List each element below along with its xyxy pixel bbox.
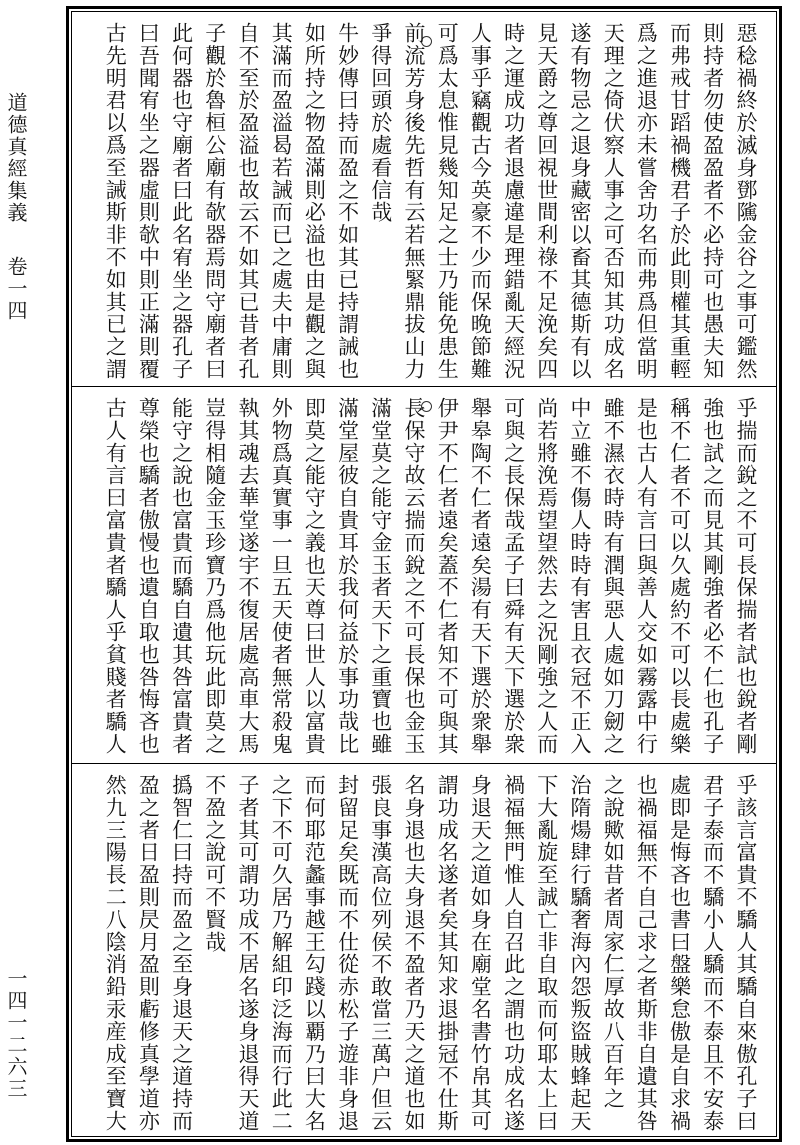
- text-column: 然九三陽長二八陰消鉛汞産成至寶大: [103, 774, 128, 1133]
- text-column: 而弗戒甘蹈禍機君子於此則權其重輕: [667, 22, 692, 381]
- text-column: 而何耶范蠡事越王勾踐以覇乃曰大名: [302, 774, 327, 1133]
- text-column: 身退天之道如身在廟堂名書竹帛其可: [468, 774, 493, 1133]
- text-column: 子觀於魯桓公廟有欹器焉問守廟者曰: [202, 22, 227, 381]
- text-column: 也禍福無不自己求之者斯非自遺其咎: [634, 774, 659, 1133]
- text-column: 爲之進退亦未嘗舍功名而弗爲但當明: [634, 22, 659, 381]
- page-number-text: 一四一二六三: [4, 968, 28, 1100]
- text-section-1: [71, 12, 777, 386]
- text-column: 尚若將浼焉望望然去之況剛強之人而: [534, 397, 559, 756]
- text-column: 前流芳身後先哲有云若無緊鼎拔山力: [402, 22, 426, 381]
- text-column: 處即是悔吝也書曰盤樂怠傲是自求禍: [667, 774, 692, 1133]
- text-section-2: [71, 387, 777, 763]
- text-column: 君子泰而不驕小人驕而不泰且不安泰: [700, 774, 725, 1133]
- text-column: 名身退也夫身退不盈者乃天之道也如: [402, 774, 426, 1133]
- text-column: 之說歟如昔者周家仁厚故八百年之: [601, 774, 626, 1110]
- text-column: 此何器也守廟者曰此名宥坐之器孔子: [169, 22, 194, 381]
- text-column: 伊尹不仁者遠矣蓋不仁者知不可與其: [435, 397, 460, 756]
- text-column: 見天爵之尊回視世間利祿不足浼矣四: [534, 22, 559, 381]
- text-column: 治隋煬肆行驕奢海內怨叛盜賊蜂起天: [568, 774, 592, 1133]
- text-column: 即莫之能守之義也天尊曰世人以富貴: [302, 397, 327, 756]
- text-column: 其滿而盈溢曷若誡而已之處夫中庸則: [269, 22, 294, 381]
- text-column: 滿堂屋彼自貴耳於我何益於事功哉比: [335, 397, 360, 756]
- text-column: 謂功成名遂者矣其知求退掛冠不仕斯: [435, 774, 460, 1133]
- text-column: 不盈之說可不賢哉: [202, 774, 227, 954]
- text-column: 之下不可久居乃解組印泛海而行此二: [269, 774, 294, 1133]
- text-column: 古人有言曰富貴者驕人乎貧賤者驕人: [103, 397, 128, 756]
- text-column: 爭得回頭於處看信哉: [368, 22, 393, 224]
- text-column: 雖不濕衣時時有潤與惡人處如刀劒之: [601, 397, 626, 756]
- text-column: 天理之倚伏察人事之可否知其功成名: [601, 22, 626, 381]
- text-column: 稱不仁者不可以久處約不可以長處樂: [667, 397, 692, 756]
- text-column: 則持者勿使盈盈者不必持可也愚夫知: [700, 22, 725, 381]
- text-column: 惡稔禍終於滅身鄧隲金谷之事可鑑然: [734, 22, 758, 381]
- text-column: 盈之者日盈則昃月盈則虧修真學道亦: [136, 774, 161, 1133]
- text-column: 古先明君以爲至誡斯非不如其已之謂: [103, 22, 128, 381]
- text-column: 舉皋陶不仁者遠矣湯有天下選於衆舉: [468, 397, 493, 756]
- text-column: 牛妙傳曰持而盈之不如其已持謂誡也: [335, 22, 360, 381]
- text-column: 禍福無門惟人自召此之謂也功成名遂: [501, 774, 526, 1133]
- text-column: 張良事漢高位列侯不敢當三萬户但云: [368, 774, 393, 1133]
- book-title-text: 道德真經集義: [4, 92, 28, 224]
- text-section-3: [71, 764, 777, 1136]
- text-column: 可爲太息惟見幾知足之士乃能免患生: [435, 22, 460, 381]
- text-column: 可與之長保哉孟子曰舜有天下選於衆: [501, 397, 526, 756]
- text-column: 能守之說也富貴而驕自遺其咎富貴者: [169, 397, 194, 756]
- text-column: 下大亂旋至誠亡非自取而何耶太上曰: [534, 774, 559, 1133]
- text-column: 自不至於盈溢也故云不如其已昔者孔: [236, 22, 260, 381]
- volume-label: [2, 256, 30, 322]
- text-column: 是也古人有言曰與善人交如霧露中行: [634, 397, 659, 756]
- text-column: 中立雖不傷人時時有害且衣冠不正入: [568, 397, 592, 756]
- text-column: 執其魂去華堂遂宇不復居處高車大馬: [236, 397, 260, 756]
- text-column: 外物爲真實事一旦五天使者無常殺鬼: [269, 397, 294, 756]
- text-column: 子者其可謂功成不居名遂身退得天道: [236, 774, 260, 1133]
- text-column: 封留足矣既而不仕從赤松子遊非身退: [335, 774, 360, 1133]
- book-title: [2, 92, 30, 224]
- text-column: 人事乎竊觀古今英豪不少而保晚節難: [468, 22, 493, 381]
- text-column: 長保守故云揣而銳之不可長保也金玉: [402, 397, 426, 756]
- text-column: 如所持之物盈滿則必溢也由是觀之與: [302, 22, 327, 381]
- text-column: 曰吾聞宥坐之器虛則欹中則正滿則覆: [136, 22, 161, 381]
- text-column: 乎該言富貴不驕人其驕自來傲孔子曰: [734, 774, 758, 1133]
- text-column: 乎揣而銳之不可長保揣者試也銳者剛: [734, 397, 758, 756]
- page-number: [2, 968, 30, 1100]
- text-column: 強也試之而見其剛強者必不仁也孔子: [700, 397, 725, 756]
- text-column: 滿堂莫之能守金玉者天下之重寶也雖: [368, 397, 393, 756]
- text-column: 豈得相隨金玉珍寶乃爲他玩此即莫之: [202, 397, 227, 756]
- text-column: 尊榮也驕者傲慢也遺自取也咎悔吝也: [136, 397, 161, 756]
- text-column: 撝智仁曰持而盈之至身退天之道持而: [169, 774, 194, 1133]
- text-column: 時之運成功者退慮違是理錯亂天經況: [501, 22, 526, 381]
- volume-label-text: 卷一四: [4, 256, 28, 322]
- text-column: 遂有物忌之退身藏密以畜其德斯有以: [568, 22, 592, 381]
